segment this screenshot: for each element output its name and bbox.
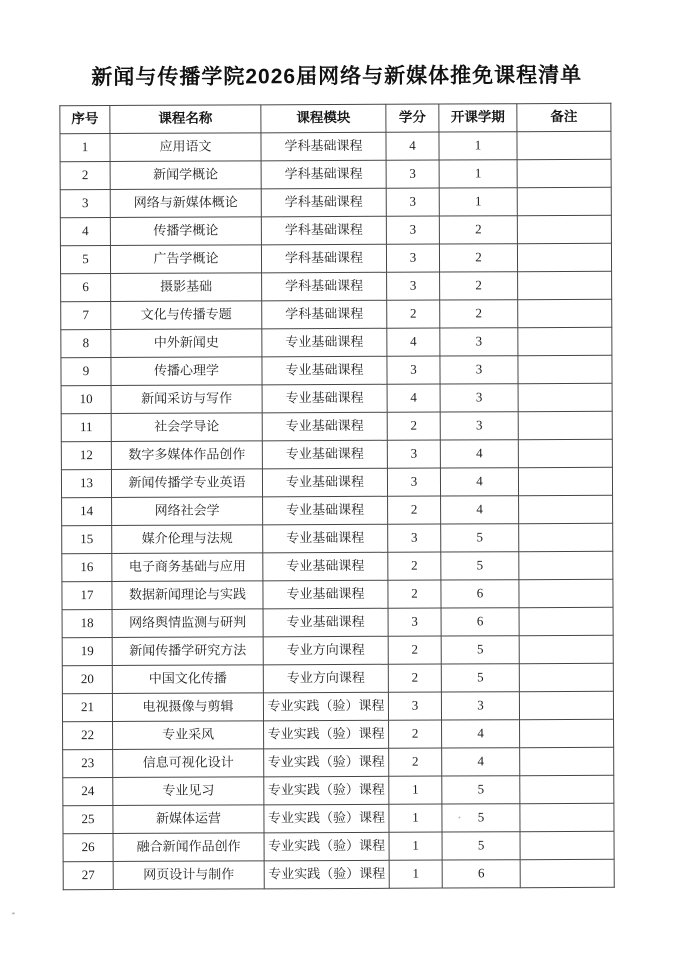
table-cell: 22 xyxy=(63,721,113,749)
table-cell: 3 xyxy=(60,189,110,217)
table-cell: 摄影基础 xyxy=(111,273,262,302)
table-cell: 2 xyxy=(388,636,441,664)
table-cell: 2 xyxy=(60,161,110,189)
table-cell: 19 xyxy=(62,637,112,665)
table-cell: 2 xyxy=(388,496,441,524)
table-cell xyxy=(517,131,611,159)
table-cell: 3 xyxy=(386,188,439,216)
table-row xyxy=(63,831,614,861)
table-cell: 2 xyxy=(388,580,441,608)
table-cell: 专业实践（验）课程 xyxy=(263,692,388,721)
table-cell: 4 xyxy=(387,328,440,356)
table-cell: 中外新闻史 xyxy=(111,329,262,358)
table-cell xyxy=(519,551,613,579)
table-cell: 24 xyxy=(63,777,113,805)
table-row xyxy=(61,271,612,301)
table-cell: 15 xyxy=(62,525,112,553)
table-cell xyxy=(518,383,612,411)
table-cell: 23 xyxy=(63,749,113,777)
table-cell: 电视摄像与剪辑 xyxy=(112,693,263,722)
table-cell: 网络与新媒体概论 xyxy=(110,189,261,218)
table-cell xyxy=(518,271,612,299)
table-row xyxy=(61,439,612,469)
table-cell: 专业实践（验）课程 xyxy=(264,776,389,805)
table-cell xyxy=(518,439,612,467)
table-cell xyxy=(520,831,614,859)
document-title: 新闻与传播学院2026届网络与新媒体推免课程清单 xyxy=(91,63,583,90)
table-cell: 专业实践（验）课程 xyxy=(264,804,389,833)
table-row xyxy=(62,691,613,721)
table-row xyxy=(63,775,614,805)
table-cell: 专业基础课程 xyxy=(263,496,388,525)
table-cell: 信息可视化设计 xyxy=(113,749,264,778)
table-cell: 3 xyxy=(386,244,439,272)
table-cell: 媒介伦理与法规 xyxy=(112,525,263,554)
table-cell: 20 xyxy=(62,665,112,693)
table-cell: 4 xyxy=(442,748,520,776)
table-cell: 6 xyxy=(441,608,519,636)
table-cell: 新闻学概论 xyxy=(110,161,261,190)
table-row xyxy=(63,747,614,777)
table-cell: 学科基础课程 xyxy=(261,160,386,189)
table-cell: 9 xyxy=(61,357,111,385)
table-cell: 3 xyxy=(388,524,441,552)
table-cell: 社会学导论 xyxy=(111,413,262,442)
table-cell: 新媒体运营 xyxy=(113,805,264,834)
table-cell: 网络社会学 xyxy=(112,497,263,526)
table-cell: 专业基础课程 xyxy=(262,412,387,441)
table-cell: 专业方向课程 xyxy=(263,636,388,665)
table-row xyxy=(61,327,612,357)
table-cell: 3 xyxy=(386,216,439,244)
table-cell: 3 xyxy=(440,356,518,384)
table-cell: 5 xyxy=(442,804,520,832)
table-row xyxy=(63,803,614,833)
table-cell: 2 xyxy=(387,412,440,440)
table-row xyxy=(61,299,612,329)
table-cell: 21 xyxy=(62,693,112,721)
table-cell: 1 xyxy=(439,160,517,188)
table-cell: 4 xyxy=(386,132,439,160)
table-cell: 4 xyxy=(60,217,110,245)
table-cell: 专业基础课程 xyxy=(263,608,388,637)
table-cell: 学科基础课程 xyxy=(262,300,387,329)
table-cell: 学科基础课程 xyxy=(262,272,387,301)
column-header: 课程模块 xyxy=(261,104,386,133)
table-cell: 新闻传播学研究方法 xyxy=(112,637,263,666)
table-cell: 10 xyxy=(61,385,111,413)
table-cell: 3 xyxy=(387,272,440,300)
table-cell: 1 xyxy=(389,776,442,804)
table-cell xyxy=(518,467,612,495)
table-row xyxy=(61,411,612,441)
table-cell: 4 xyxy=(440,468,518,496)
table-cell: 5 xyxy=(442,832,520,860)
table-row xyxy=(63,719,614,749)
table-row xyxy=(60,243,611,273)
column-header: 序号 xyxy=(60,105,110,133)
table-cell xyxy=(517,215,611,243)
course-table-container xyxy=(59,103,614,890)
table-cell: 26 xyxy=(63,833,113,861)
table-cell: 专业实践（验）课程 xyxy=(264,748,389,777)
table-cell xyxy=(520,775,614,803)
table-cell xyxy=(519,495,613,523)
table-cell: 2 xyxy=(440,300,518,328)
table-cell: 4 xyxy=(442,720,520,748)
table-row xyxy=(60,131,611,161)
table-cell: 25 xyxy=(63,805,113,833)
table-cell: 3 xyxy=(387,356,440,384)
table-cell: 学科基础课程 xyxy=(261,244,386,273)
table-cell: 4 xyxy=(440,440,518,468)
table-cell xyxy=(518,411,612,439)
table-cell: 1 xyxy=(60,133,110,161)
table-row xyxy=(62,635,613,665)
table-cell: 17 xyxy=(62,581,112,609)
table-cell: 专业方向课程 xyxy=(263,664,388,693)
table-cell: 专业实践（验）课程 xyxy=(264,720,389,749)
table-cell: 专业基础课程 xyxy=(262,328,387,357)
table-cell xyxy=(518,299,612,327)
table-cell: 3 xyxy=(440,328,518,356)
table-cell: 1 xyxy=(389,804,442,832)
table-cell xyxy=(519,607,613,635)
table-cell: 18 xyxy=(62,609,112,637)
table-row xyxy=(62,551,613,581)
table-cell xyxy=(518,355,612,383)
table-cell: 传播学概论 xyxy=(110,217,261,246)
table-cell: 专业采风 xyxy=(113,721,264,750)
table-cell: 学科基础课程 xyxy=(261,216,386,245)
table-cell: 专业基础课程 xyxy=(262,384,387,413)
table-cell: 3 xyxy=(388,692,441,720)
table-cell xyxy=(519,579,613,607)
table-cell: 1 xyxy=(439,132,517,160)
table-cell: 16 xyxy=(62,553,112,581)
course-table xyxy=(59,103,614,890)
table-cell: 4 xyxy=(441,496,519,524)
table-cell: 3 xyxy=(441,692,519,720)
table-cell xyxy=(517,243,611,271)
table-cell: 5 xyxy=(441,636,519,664)
table-cell: 专业基础课程 xyxy=(262,440,387,469)
table-row xyxy=(62,579,613,609)
table-cell: 2 xyxy=(388,552,441,580)
table-row xyxy=(61,467,612,497)
table-cell: 专业基础课程 xyxy=(263,580,388,609)
table-cell: 广告学概论 xyxy=(110,245,261,274)
column-header: 课程名称 xyxy=(110,105,261,134)
table-cell: 应用语文 xyxy=(110,133,261,162)
table-cell: 传播心理学 xyxy=(111,357,262,386)
table-cell: 新闻传播学专业英语 xyxy=(111,469,262,498)
table-cell: 数据新闻理论与实践 xyxy=(112,581,263,610)
table-row xyxy=(61,383,612,413)
table-cell: 专业基础课程 xyxy=(263,524,388,553)
table-row xyxy=(62,663,613,693)
table-cell: 新闻采访与写作 xyxy=(111,385,262,414)
table-row xyxy=(62,607,613,637)
table-cell: 中国文化传播 xyxy=(112,665,263,694)
table-cell: 专业实践（验）课程 xyxy=(264,832,389,861)
table-cell xyxy=(520,859,614,887)
table-cell: 2 xyxy=(389,720,442,748)
table-cell: 6 xyxy=(61,273,111,301)
scan-speck xyxy=(12,912,15,914)
table-cell xyxy=(520,719,614,747)
table-cell: 12 xyxy=(61,441,111,469)
table-cell xyxy=(517,187,611,215)
table-cell: 14 xyxy=(62,497,112,525)
table-cell: 融合新闻作品创作 xyxy=(113,833,264,862)
table-cell: 5 xyxy=(441,524,519,552)
table-cell xyxy=(519,523,613,551)
table-cell: 3 xyxy=(387,440,440,468)
table-row xyxy=(63,859,614,889)
table-cell xyxy=(517,159,611,187)
table-cell xyxy=(519,635,613,663)
table-cell: 专业基础课程 xyxy=(263,552,388,581)
table-cell: 专业实践（验）课程 xyxy=(264,860,389,889)
table-row xyxy=(62,495,613,525)
table-cell: 1 xyxy=(389,860,442,888)
table-cell: 4 xyxy=(387,384,440,412)
table-cell: 2 xyxy=(439,244,517,272)
table-cell: 学科基础课程 xyxy=(261,188,386,217)
table-cell: 专业见习 xyxy=(113,777,264,806)
table-cell: 7 xyxy=(61,301,111,329)
table-cell: 8 xyxy=(61,329,111,357)
table-row xyxy=(60,159,611,189)
table-cell: 2 xyxy=(440,272,518,300)
table-cell: 2 xyxy=(387,300,440,328)
table-cell: 3 xyxy=(440,412,518,440)
table-cell: 5 xyxy=(60,245,110,273)
column-header: 备注 xyxy=(517,103,611,131)
table-cell: 5 xyxy=(441,552,519,580)
table-row xyxy=(61,355,612,385)
table-cell: 3 xyxy=(387,468,440,496)
table-cell xyxy=(519,663,613,691)
table-cell: 6 xyxy=(442,860,520,888)
table-row xyxy=(60,215,611,245)
table-cell: 学科基础课程 xyxy=(261,132,386,161)
table-cell: 3 xyxy=(440,384,518,412)
table-cell: 网页设计与制作 xyxy=(113,861,264,890)
table-cell: 3 xyxy=(386,160,439,188)
table-cell: 专业基础课程 xyxy=(262,468,387,497)
table-cell: 数字多媒体作品创作 xyxy=(111,441,262,470)
column-header: 学分 xyxy=(386,104,439,132)
column-header: 开课学期 xyxy=(439,104,517,132)
table-cell: 3 xyxy=(388,608,441,636)
table-row xyxy=(60,187,611,217)
table-cell: 13 xyxy=(61,469,111,497)
table-cell: 网络舆情监测与研判 xyxy=(112,609,263,638)
table-cell: 6 xyxy=(441,580,519,608)
header-row xyxy=(60,103,611,133)
table-cell: 2 xyxy=(389,748,442,776)
scan-speck xyxy=(458,816,460,818)
table-cell: 文化与传播专题 xyxy=(111,301,262,330)
table-cell xyxy=(519,691,613,719)
table-cell: 5 xyxy=(442,776,520,804)
table-cell xyxy=(520,747,614,775)
table-cell xyxy=(520,803,614,831)
table-cell: 5 xyxy=(441,664,519,692)
table-cell: 2 xyxy=(388,664,441,692)
table-row xyxy=(62,523,613,553)
table-cell: 11 xyxy=(61,413,111,441)
table-cell xyxy=(518,327,612,355)
table-cell: 2 xyxy=(439,216,517,244)
table-cell: 1 xyxy=(389,832,442,860)
table-cell: 电子商务基础与应用 xyxy=(112,553,263,582)
table-cell: 27 xyxy=(63,861,113,889)
table-cell: 1 xyxy=(439,188,517,216)
table-cell: 专业基础课程 xyxy=(262,356,387,385)
